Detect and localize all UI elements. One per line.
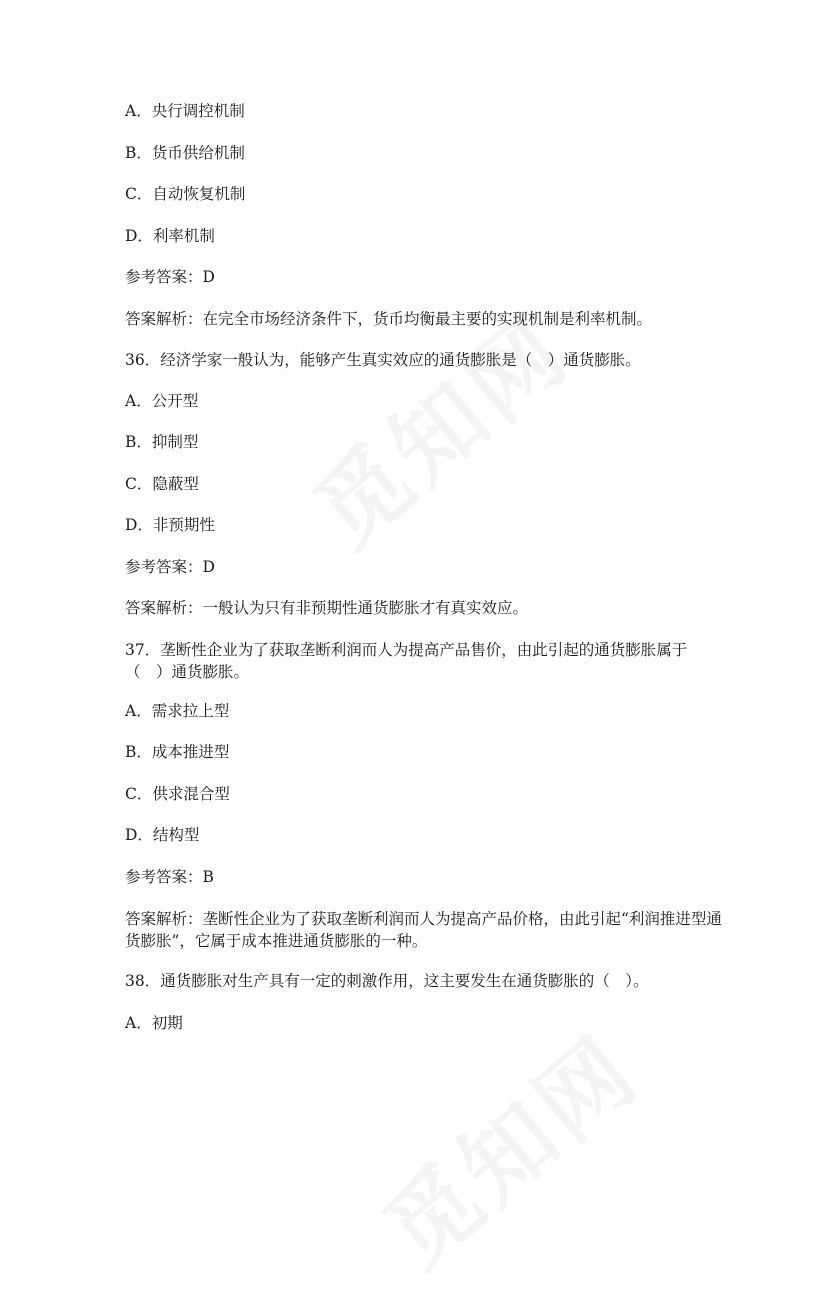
reference-answer: 参考答案：D bbox=[125, 558, 215, 576]
answer-explanation: 答案解析：垄断性企业为了获取垄断利润而人为提高产品价格，由此引起“利润推进型通货膨胀”，它属于成本推进通货膨胀的一种。 bbox=[125, 910, 722, 950]
reference-answer: 参考答案：B bbox=[125, 868, 214, 886]
option-a: A．初期 bbox=[125, 1014, 183, 1032]
answer-explanation: 答案解析：一般认为只有非预期性通货膨胀才有真实效应。 bbox=[125, 599, 529, 617]
option-c: C．自动恢复机制 bbox=[125, 185, 246, 203]
option-c: C．供求混合型 bbox=[125, 785, 230, 803]
answer-explanation: 答案解析：在完全市场经济条件下，货币均衡最主要的实现机制是利率机制。 bbox=[125, 310, 653, 328]
watermark-bottom bbox=[352, 1001, 662, 1291]
option-d: D．结构型 bbox=[125, 826, 200, 844]
reference-answer: 参考答案：D bbox=[125, 268, 215, 286]
option-b: B．抑制型 bbox=[125, 433, 199, 451]
question-36: 36．经济学家一般认为，能够产生真实效应的通货膨胀是（ ）通货膨胀。 bbox=[125, 351, 641, 369]
question-38: 38．通货膨胀对生产具有一定的刺激作用，这主要发生在通货膨胀的（ ）。 bbox=[125, 972, 649, 990]
option-c: C．隐蔽型 bbox=[125, 475, 199, 493]
option-a: A．公开型 bbox=[125, 392, 199, 410]
option-d: D．非预期性 bbox=[125, 516, 215, 534]
option-b: B．货币供给机制 bbox=[125, 144, 245, 162]
option-a: A．央行调控机制 bbox=[125, 102, 245, 120]
option-a: A．需求拉上型 bbox=[125, 702, 230, 720]
question-37: 37．垄断性企业为了获取垄断利润而人为提高产品售价，由此引起的通货膨胀属于（ ）通货膨胀。 bbox=[125, 641, 688, 681]
option-b: B．成本推进型 bbox=[125, 743, 230, 761]
option-d: D．利率机制 bbox=[125, 227, 215, 245]
